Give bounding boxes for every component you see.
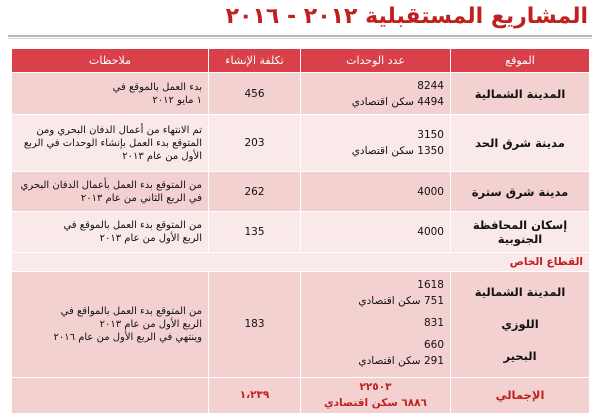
header-units: عدد الوحدات <box>301 49 451 73</box>
units-economic: 4494 سكن اقتصادي <box>351 95 444 108</box>
units-group <box>307 315 444 331</box>
units-group <box>307 337 444 369</box>
table-header-row <box>12 49 590 73</box>
notes-line: الأول من عام ٢٠١٣ <box>122 150 202 162</box>
row-notes <box>12 115 209 172</box>
units-total: 831 <box>423 317 444 330</box>
row-location: إسكان المحافظة الجنوبية <box>451 212 590 252</box>
total-notes <box>12 377 209 413</box>
row-cost: 135 <box>209 212 301 252</box>
units-group <box>307 277 444 309</box>
header-location: الموقع <box>451 49 590 73</box>
private-notes <box>12 271 209 377</box>
units-total: 3150 <box>417 129 444 142</box>
table-row <box>12 115 590 172</box>
units-economic: 291 سكن اقتصادي <box>358 355 444 368</box>
row-cost: 262 <box>209 172 301 212</box>
units-total: 660 <box>423 339 444 352</box>
notes-line: وينتهي في الربع الأول من عام ٢٠١٦ <box>53 331 202 343</box>
table-row <box>12 172 590 212</box>
row-cost: 456 <box>209 73 301 115</box>
units-total: 1618 <box>417 279 444 292</box>
private-units <box>301 271 451 377</box>
units-economic: 1350 سكن اقتصادي <box>351 145 444 158</box>
units-total: 8244 <box>417 79 444 92</box>
row-location: المدينة الشمالية <box>451 73 590 115</box>
row-notes <box>12 172 209 212</box>
private-location: البحير <box>503 349 537 364</box>
private-cost: 183 <box>209 271 301 377</box>
table-row-private <box>12 271 590 377</box>
header-cost: تكلفة الإنشاء <box>209 49 301 73</box>
notes-line: من المتوقع بدء العمل بالموقع في <box>63 219 202 231</box>
row-location: مدينة شرق الحد <box>451 115 590 172</box>
total-units <box>301 377 451 413</box>
row-location: مدينة شرق سترة <box>451 172 590 212</box>
total-label: الإجمالي <box>451 377 590 413</box>
table-row <box>12 73 590 115</box>
title-divider-thin <box>8 38 592 39</box>
total-units-economic: ٦٨٨٦ سكن اقتصادي <box>324 397 427 410</box>
units-total: 4000 <box>417 185 444 198</box>
row-cost: 203 <box>209 115 301 172</box>
notes-line: الربع الأول من عام ٢٠١٣ <box>99 232 202 244</box>
notes-line: تم الانتهاء من أعمال الدفان البحري ومن <box>36 124 202 136</box>
notes-line: من المتوقع بدء العمل بأعمال الدفان البحري <box>20 179 202 191</box>
projects-table <box>11 48 590 414</box>
table-row <box>12 212 590 252</box>
total-cost: ١،٢٣٩ <box>209 377 301 413</box>
notes-line: في الربع الثاني من عام ٢٠١٣ <box>80 192 202 204</box>
notes-line: المتوقع بدء العمل بإنشاء الوحدات في الربع <box>23 137 202 149</box>
header-notes: ملاحظات <box>12 49 209 73</box>
units-economic: 751 سكن اقتصادي <box>358 295 444 308</box>
row-notes <box>12 212 209 252</box>
row-units <box>301 115 451 172</box>
private-location: المدينة الشمالية <box>474 285 566 300</box>
notes-line: الربع الأول من عام ٢٠١٣ <box>99 318 202 330</box>
section-label-private: القطاع الخاص <box>12 252 590 271</box>
section-row-private <box>12 252 590 271</box>
total-row <box>12 377 590 413</box>
title-divider <box>8 35 592 37</box>
private-locations <box>451 271 590 377</box>
row-units <box>301 172 451 212</box>
private-location: اللوزي <box>501 317 539 332</box>
row-notes <box>12 73 209 115</box>
notes-line: من المتوقع بدء العمل بالمواقع في <box>60 305 202 317</box>
row-units <box>301 73 451 115</box>
page-title: المشاريع المستقبلية ٢٠١٢ - ٢٠١٦ <box>225 4 588 29</box>
notes-line: بدء العمل بالموقع في <box>112 81 202 93</box>
units-total: 4000 <box>417 225 444 238</box>
total-units-all: ٢٢٥٠٣ <box>359 381 392 394</box>
row-units <box>301 212 451 252</box>
notes-line: ١ مايو ٢٠١٢ <box>152 94 202 106</box>
title-area <box>0 0 600 40</box>
